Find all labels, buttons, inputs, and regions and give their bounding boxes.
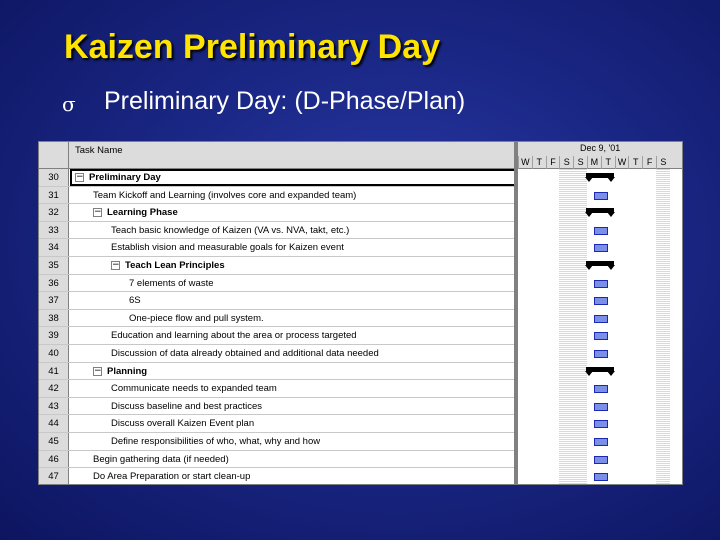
row-id[interactable]: 45 xyxy=(39,433,69,450)
task-row[interactable] xyxy=(39,451,517,469)
row-id[interactable]: 44 xyxy=(39,415,69,432)
week-label: Dec 9, '01 xyxy=(580,143,621,153)
task-row[interactable] xyxy=(39,275,517,293)
day-header: M xyxy=(587,156,601,169)
task-row[interactable] xyxy=(39,468,517,485)
task-bar[interactable] xyxy=(594,192,608,200)
summary-bar[interactable] xyxy=(586,208,614,213)
task-name[interactable]: Communicate needs to expanded team xyxy=(111,383,277,395)
task-name[interactable]: Teach Lean Principles xyxy=(125,260,225,271)
task-name[interactable]: Team Kickoff and Learning (involves core and expanded team) xyxy=(93,189,357,201)
task-name[interactable]: 6S xyxy=(129,295,141,307)
task-bar[interactable] xyxy=(594,244,608,252)
weekend-shading xyxy=(559,169,573,485)
row-id[interactable]: 35 xyxy=(39,257,69,274)
task-name[interactable]: Education and learning about the area or process targeted xyxy=(111,330,357,342)
task-name[interactable]: Discussion of data already obtained and additional data needed xyxy=(111,348,379,359)
timescale-header xyxy=(518,142,683,169)
task-name[interactable]: Begin gathering data (if needed) xyxy=(93,453,229,465)
task-name[interactable]: Teach basic knowledge of Kaizen (VA vs. NVA, takt, etc.) xyxy=(111,224,350,236)
task-name[interactable]: Preliminary Day xyxy=(89,172,161,183)
task-row[interactable] xyxy=(39,415,517,433)
row-id[interactable]: 32 xyxy=(39,204,69,221)
task-row[interactable] xyxy=(39,398,517,416)
task-row[interactable] xyxy=(39,169,517,187)
collapse-toggle-icon[interactable]: − xyxy=(76,172,84,182)
weekend-shading xyxy=(656,169,670,485)
row-id[interactable]: 47 xyxy=(39,468,69,485)
day-header: W xyxy=(615,156,629,169)
task-bar[interactable] xyxy=(594,438,608,446)
task-name[interactable]: Discuss baseline and best practices xyxy=(111,400,263,412)
collapse-toggle-icon[interactable]: − xyxy=(94,207,102,218)
row-id[interactable]: 46 xyxy=(39,451,69,468)
day-header: T xyxy=(532,156,546,169)
task-name[interactable]: One-piece flow and pull system. xyxy=(129,312,264,324)
task-bar[interactable] xyxy=(594,350,608,358)
task-row[interactable] xyxy=(39,310,517,328)
task-bar[interactable] xyxy=(594,332,608,340)
row-id[interactable]: 38 xyxy=(39,310,69,327)
day-header: F xyxy=(546,156,560,169)
task-name[interactable]: Planning xyxy=(107,365,148,377)
task-name[interactable]: Discuss overall Kaizen Event plan xyxy=(111,418,255,430)
row-id[interactable]: 42 xyxy=(39,380,69,397)
row-id[interactable]: 39 xyxy=(39,327,69,344)
task-row[interactable] xyxy=(39,292,517,310)
row-id[interactable]: 31 xyxy=(39,187,69,204)
sigma-bullet-icon: σ xyxy=(62,92,76,116)
bullet-text: Preliminary Day: (D-Phase/Plan) xyxy=(104,87,466,115)
task-row[interactable] xyxy=(39,433,517,451)
day-header: S xyxy=(559,156,573,169)
task-bar[interactable] xyxy=(594,315,608,323)
task-name[interactable]: Do Area Preparation or start clean-up xyxy=(93,471,251,483)
gantt-view xyxy=(38,141,683,485)
row-id[interactable]: 33 xyxy=(39,222,69,239)
day-header: S xyxy=(573,156,587,169)
task-name[interactable]: Learning Phase xyxy=(107,207,178,219)
day-header: W xyxy=(518,156,532,169)
day-header: F xyxy=(642,156,656,169)
summary-bar[interactable] xyxy=(586,261,614,266)
row-id-header[interactable] xyxy=(39,142,69,169)
task-row[interactable] xyxy=(39,222,517,240)
row-id[interactable]: 34 xyxy=(39,239,69,256)
gantt-chart-pane xyxy=(518,142,683,485)
collapse-toggle-icon[interactable]: − xyxy=(94,365,102,376)
collapse-toggle-icon[interactable]: − xyxy=(112,260,120,270)
task-row[interactable] xyxy=(39,257,517,275)
task-bar[interactable] xyxy=(594,297,608,305)
task-row[interactable] xyxy=(39,380,517,398)
task-name-header[interactable]: Task Name xyxy=(75,145,123,156)
day-header: T xyxy=(628,156,642,169)
task-row[interactable] xyxy=(39,327,517,345)
task-name[interactable]: Define responsibilities of who, what, why and how xyxy=(111,436,321,447)
task-row[interactable] xyxy=(39,363,517,381)
day-header: S xyxy=(656,156,670,169)
summary-bar[interactable] xyxy=(586,367,614,372)
task-table xyxy=(39,142,517,485)
task-bar[interactable] xyxy=(594,456,608,464)
task-row[interactable] xyxy=(39,239,517,257)
row-id[interactable]: 36 xyxy=(39,275,69,292)
task-bar[interactable] xyxy=(594,280,608,288)
row-id[interactable]: 40 xyxy=(39,345,69,362)
task-bar[interactable] xyxy=(594,473,608,481)
row-id[interactable]: 37 xyxy=(39,292,69,309)
task-row[interactable] xyxy=(39,345,517,363)
task-name[interactable]: 7 elements of waste xyxy=(129,277,214,289)
task-row[interactable] xyxy=(39,204,517,222)
task-name[interactable]: Establish vision and measurable goals for Kaizen event xyxy=(111,242,344,254)
row-id[interactable]: 43 xyxy=(39,398,69,415)
slide-title: Kaizen Preliminary Day xyxy=(64,28,441,66)
task-table-header xyxy=(39,142,517,169)
task-row[interactable] xyxy=(39,187,517,205)
day-header: T xyxy=(601,156,615,169)
summary-bar[interactable] xyxy=(586,173,614,178)
row-id[interactable]: 30 xyxy=(39,169,69,186)
task-bar[interactable] xyxy=(594,403,608,411)
row-id[interactable]: 41 xyxy=(39,363,69,380)
task-bar[interactable] xyxy=(594,385,608,393)
task-bar[interactable] xyxy=(594,227,608,235)
task-bar[interactable] xyxy=(594,420,608,428)
